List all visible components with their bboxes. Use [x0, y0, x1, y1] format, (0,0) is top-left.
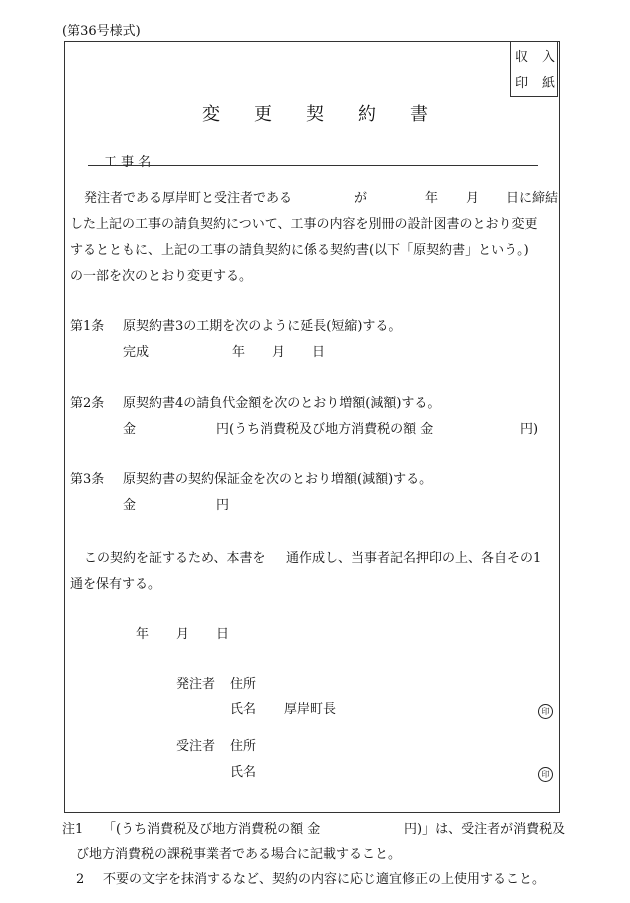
article3-kin: 金 [123, 498, 137, 513]
article1-text: 原契約書3の工期を次のように延長(短縮)する。 [123, 319, 402, 334]
article3-number: 第3条 [70, 472, 105, 487]
intro-line1-c: 年 [425, 191, 439, 206]
intro-line1-b: が [354, 191, 368, 206]
stamp-char: 紙 [542, 76, 556, 91]
article1-number: 第1条 [70, 319, 105, 334]
date-month: 月 [176, 627, 190, 642]
article1-year: 年 [232, 345, 246, 360]
contractor-address-label: 住所 [230, 739, 257, 754]
note2-text: 不要の文字を抹消するなど、契約の内容に応じ適宜修正の上使用すること。 [103, 872, 546, 887]
article3-yen: 円 [216, 498, 230, 513]
closing-line2: 通を保有する。 [70, 577, 162, 592]
article2-text: 原契約書4の請負代金額を次のとおり増額(減額)する。 [123, 396, 441, 411]
stamp-char: 入 [542, 50, 556, 65]
intro-line3: するとともに、上記の工事の請負契約に係る契約書(以下「原契約書」という。) [70, 243, 529, 258]
contractor-role: 受注者 [176, 739, 216, 754]
article2-yen-tax: 円(うち消費税及び地方消費税の額 金 [216, 422, 434, 437]
article2-number: 第2条 [70, 396, 105, 411]
article1-detail-label: 完成 [123, 345, 150, 360]
intro-line1-a: 発注者である厚岸町と受注者である [84, 191, 293, 206]
orderer-name-value: 厚岸町長 [284, 702, 337, 717]
article1-day: 日 [312, 345, 326, 360]
form-label: (第36号様式) [62, 24, 141, 39]
article2-yen-close: 円) [520, 422, 539, 437]
kouji-name-line[interactable] [88, 165, 538, 166]
closing-line1-a: この契約を証するため、本書を [84, 551, 266, 566]
article2-kin: 金 [123, 422, 137, 437]
contractor-seal-icon: 印 [538, 767, 553, 782]
stamp-char: 収 [515, 50, 529, 65]
date-day: 日 [216, 627, 230, 642]
article3-text: 原契約書の契約保証金を次のとおり増額(減額)する。 [123, 472, 433, 487]
intro-line2: した上記の工事の請負契約について、工事の内容を別冊の設計図書のとおり変更 [70, 217, 538, 232]
document-title: 変更契約書 [202, 104, 462, 125]
closing-line1-b: 通作成し、当事者記名押印の上、各自その1 [286, 551, 542, 566]
article1-month: 月 [272, 345, 286, 360]
stamp-char: 印 [515, 76, 529, 91]
note1-text-a: 「(うち消費税及び地方消費税の額 金 [103, 822, 321, 837]
date-year: 年 [136, 627, 150, 642]
note1-text-c: び地方消費税の課税事業者である場合に記載すること。 [76, 847, 402, 862]
orderer-address-label: 住所 [230, 677, 257, 692]
orderer-seal-icon: 印 [538, 704, 553, 719]
intro-line1-e: 日に締結 [506, 191, 559, 206]
intro-line1-d: 月 [466, 191, 480, 206]
note1-number: 注1 [62, 822, 84, 837]
revenue-stamp-box [510, 41, 558, 97]
kouji-label: 工 事 名 [104, 155, 152, 170]
orderer-name-label: 氏名 [230, 702, 257, 717]
note1-text-b: 円)」は、受注者が消費税及 [404, 822, 566, 837]
orderer-role: 発注者 [176, 677, 216, 692]
intro-line4: の一部を次のとおり変更する。 [70, 269, 253, 284]
contractor-name-label: 氏名 [230, 765, 257, 780]
note2-number: 2 [76, 872, 85, 887]
